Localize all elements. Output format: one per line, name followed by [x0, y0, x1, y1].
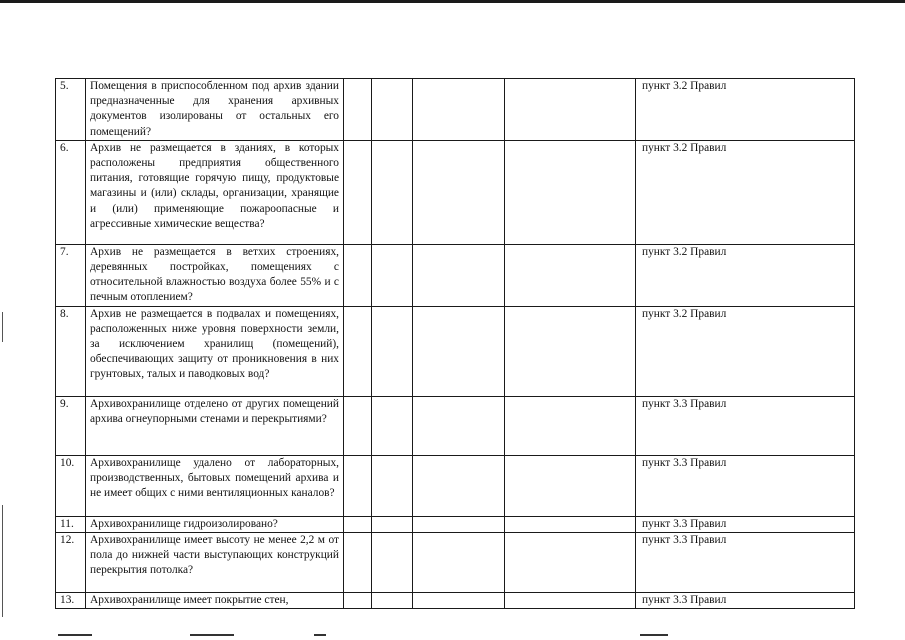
reference-text: пункт 3.2 Правил — [636, 244, 855, 306]
answer-cell — [505, 516, 636, 532]
answer-cell — [413, 306, 505, 396]
answer-cell — [372, 396, 413, 455]
question-text: Архивохранилище отделено от других помещений архива огнеупорными стенами и перекрытиями? — [86, 396, 344, 455]
answer-cell — [505, 79, 636, 141]
answer-cell — [413, 455, 505, 516]
question-text: Архив не размещается в подвалах и помещениях, расположенных ниже уровня поверхности земли, за исключением хранилищ (помещений), обеспечивающих защиту от проникновения в них грунтовых, талых и паводковых вод? — [86, 306, 344, 396]
answer-cell — [413, 79, 505, 141]
answer-cell — [344, 244, 372, 306]
answer-cell — [505, 455, 636, 516]
scan-bottom-fragment — [190, 634, 234, 636]
answer-cell — [413, 516, 505, 532]
reference-text: пункт 3.2 Правил — [636, 140, 855, 244]
checklist-table — [55, 78, 855, 609]
answer-cell — [372, 140, 413, 244]
reference-text: пункт 3.3 Правил — [636, 532, 855, 592]
answer-cell — [372, 516, 413, 532]
row-number: 9. — [56, 396, 86, 455]
answer-cell — [413, 592, 505, 608]
answer-cell — [344, 516, 372, 532]
answer-cell — [344, 140, 372, 244]
table-row — [56, 455, 855, 516]
scan-edge-mark — [2, 505, 3, 617]
answer-cell — [505, 532, 636, 592]
answer-cell — [505, 592, 636, 608]
scan-bottom-fragment — [314, 634, 326, 636]
question-text: Архивохранилище гидроизолировано? — [86, 516, 344, 532]
table-row — [56, 79, 855, 141]
answer-cell — [372, 79, 413, 141]
table-row — [56, 140, 855, 244]
answer-cell — [372, 532, 413, 592]
question-text: Помещения в приспособленном под архив здании предназначенные для хранения архивных документов изолированы от остальных его помещений? — [86, 79, 344, 141]
row-number: 8. — [56, 306, 86, 396]
row-number: 7. — [56, 244, 86, 306]
question-text: Архивохранилище имеет покрытие стен, — [86, 592, 344, 608]
row-number: 12. — [56, 532, 86, 592]
row-number: 11. — [56, 516, 86, 532]
reference-text: пункт 3.3 Правил — [636, 592, 855, 608]
answer-cell — [344, 592, 372, 608]
scan-bottom-fragment — [58, 634, 92, 636]
answer-cell — [344, 455, 372, 516]
answer-cell — [413, 396, 505, 455]
scan-edge-mark — [2, 312, 3, 342]
answer-cell — [344, 396, 372, 455]
table-row — [56, 244, 855, 306]
answer-cell — [505, 244, 636, 306]
question-text: Архив не размещается в зданиях, в которых расположены предприятия общественного питания, готовящие горячую пищу, продуктовые магазины и (или) склады, организации, хранящие и (или) применяющие пожароопасные и агрессивные химические вещества? — [86, 140, 344, 244]
table-row — [56, 592, 855, 608]
answer-cell — [372, 455, 413, 516]
question-text: Архив не размещается в ветхих строениях, деревянных постройках, помещениях с относительной влажностью воздуха более 55% и с печным отоплением? — [86, 244, 344, 306]
reference-text: пункт 3.2 Правил — [636, 306, 855, 396]
answer-cell — [505, 140, 636, 244]
table-row — [56, 516, 855, 532]
reference-text: пункт 3.3 Правил — [636, 396, 855, 455]
question-text: Архивохранилище имеет высоту не менее 2,2 м от пола до нижней части выступающих конструкций перекрытия потолка? — [86, 532, 344, 592]
row-number: 10. — [56, 455, 86, 516]
answer-cell — [372, 244, 413, 306]
table-row — [56, 532, 855, 592]
row-number: 13. — [56, 592, 86, 608]
answer-cell — [344, 79, 372, 141]
answer-cell — [413, 140, 505, 244]
answer-cell — [372, 306, 413, 396]
answer-cell — [505, 396, 636, 455]
table-row — [56, 396, 855, 455]
reference-text: пункт 3.3 Правил — [636, 455, 855, 516]
answer-cell — [344, 306, 372, 396]
reference-text: пункт 3.2 Правил — [636, 79, 855, 141]
scan-bottom-fragment — [640, 634, 668, 636]
row-number: 6. — [56, 140, 86, 244]
answer-cell — [413, 532, 505, 592]
reference-text: пункт 3.3 Правил — [636, 516, 855, 532]
answer-cell — [413, 244, 505, 306]
answer-cell — [505, 306, 636, 396]
top-border-line — [0, 0, 905, 3]
answer-cell — [372, 592, 413, 608]
table-row — [56, 306, 855, 396]
answer-cell — [344, 532, 372, 592]
question-text: Архивохранилище удалено от лабораторных, производственных, бытовых помещений архива и не имеет общих с ними вентиляционных каналов? — [86, 455, 344, 516]
row-number: 5. — [56, 79, 86, 141]
